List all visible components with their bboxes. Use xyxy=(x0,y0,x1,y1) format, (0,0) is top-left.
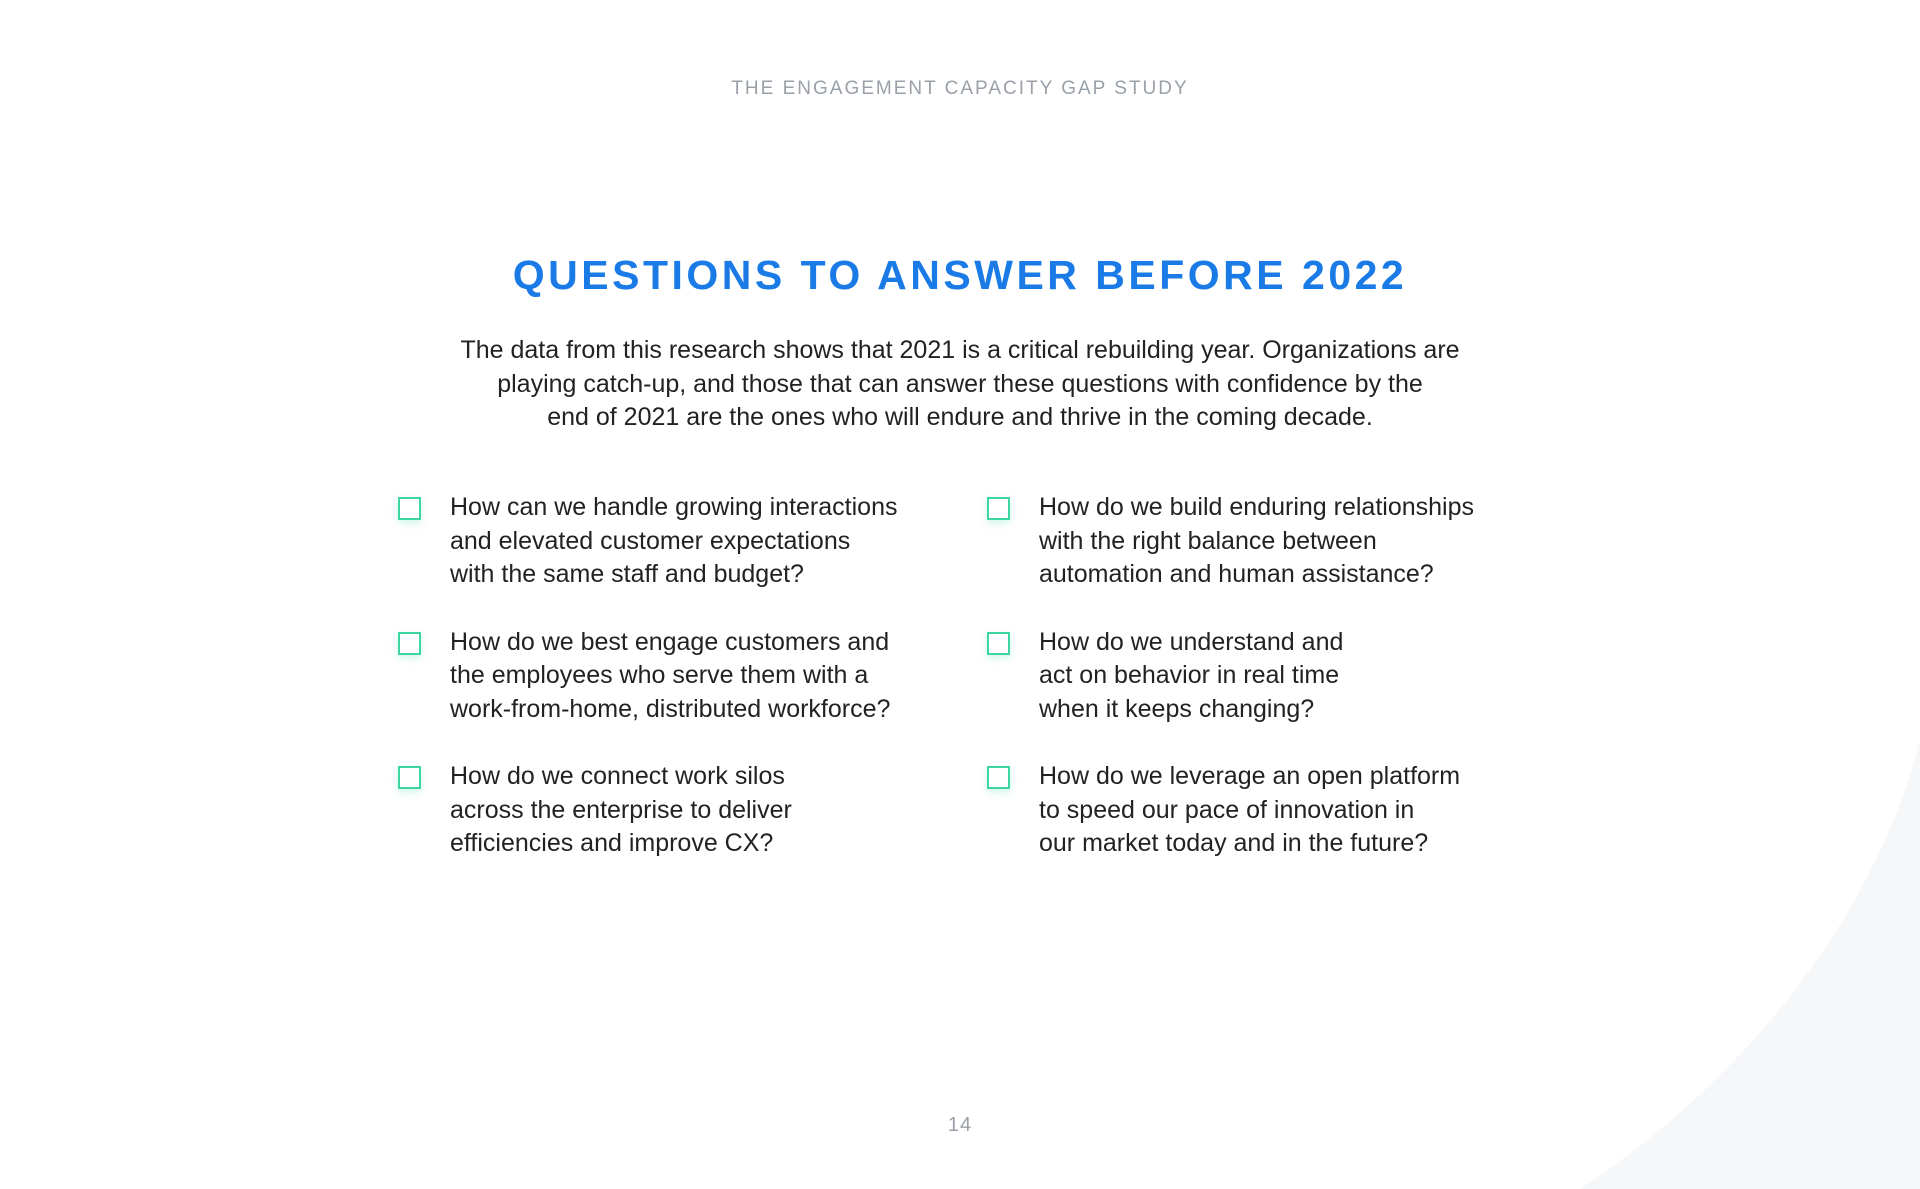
question-text: How can we handle growing interactions and elevated customer expectations with the same staff and budget? xyxy=(450,493,898,588)
checkbox-icon xyxy=(398,632,421,655)
checklist-item xyxy=(987,491,1528,592)
checkbox-icon xyxy=(398,766,421,789)
checklist-item xyxy=(398,626,987,727)
checkbox-icon xyxy=(398,497,421,520)
questions-checklist xyxy=(398,491,1528,861)
page-title: QUESTIONS TO ANSWER BEFORE 2022 xyxy=(512,252,1408,298)
question-text: How do we leverage an open platform to speed our pace of innovation in our market today and in the future? xyxy=(1039,762,1461,857)
question-text: How do we build enduring relationships with the right balance between automation and human assistance? xyxy=(1039,493,1474,588)
checkbox-icon xyxy=(987,632,1010,655)
checklist-item xyxy=(398,760,987,861)
checkbox-icon xyxy=(987,497,1010,520)
checklist-item xyxy=(987,626,1528,727)
question-text: How do we connect work silos across the enterprise to deliver efficiencies and improve CX? xyxy=(450,762,792,857)
question-text: How do we understand and act on behavior in real time when it keeps changing? xyxy=(1039,627,1344,723)
intro-paragraph: The data from this research shows that 2021 is a critical rebuilding year. Organizations are playing catch-up, and those that can answer these questions with confidence by the end of 2021 are the ones who will endure and thrive in the coming decade. xyxy=(460,336,1460,431)
page-number: 14 xyxy=(947,1114,973,1136)
question-text: How do we best engage customers and the employees who serve them with a work-from-home, distributed workforce? xyxy=(450,627,891,723)
checklist-item xyxy=(987,760,1528,861)
checkbox-icon xyxy=(987,766,1010,789)
checklist-item xyxy=(398,491,987,592)
running-header: THE ENGAGEMENT CAPACITY GAP STUDY xyxy=(731,78,1189,99)
